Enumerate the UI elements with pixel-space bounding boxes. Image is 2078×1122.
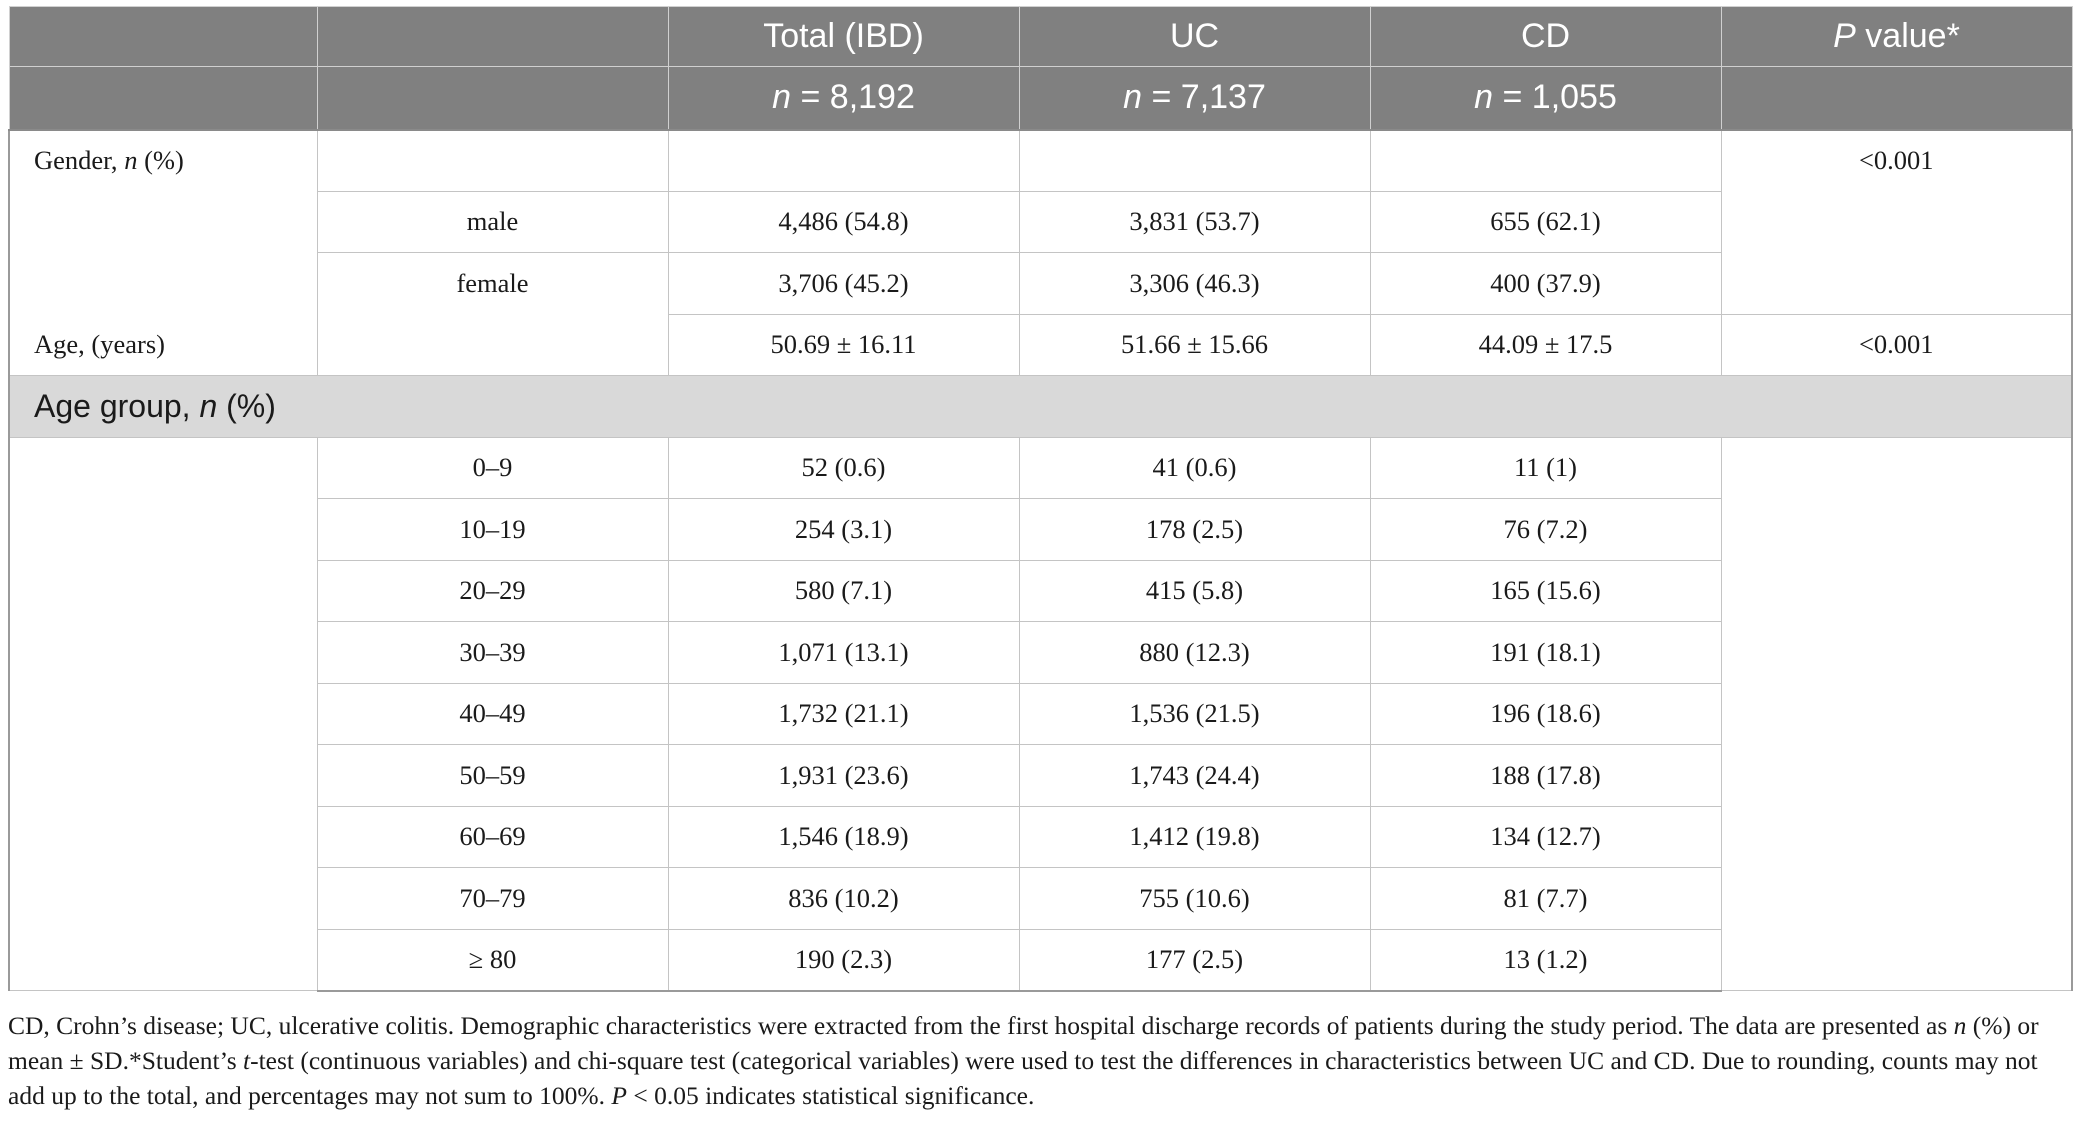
age-group-cd-1: 76 (7.2): [1370, 499, 1721, 561]
header-cell-empty-5: [1721, 67, 2072, 130]
age-group-cd-7: 81 (7.7): [1370, 868, 1721, 930]
age-group-cd-5: 188 (17.8): [1370, 745, 1721, 807]
table-cell: [1019, 130, 1370, 192]
gender-female-total: 3,706 (45.2): [668, 253, 1019, 315]
age-group-label-1: 10–19: [317, 499, 668, 561]
header-cell-empty-2: [317, 7, 668, 67]
age-group-label: Age group, n (%): [9, 376, 2072, 438]
table-cell: [9, 437, 317, 991]
gender-label: Gender, n (%): [9, 130, 317, 315]
age-group-total-5: 1,931 (23.6): [668, 745, 1019, 807]
header-n-total: n = 8,192: [668, 67, 1019, 130]
table-row: [9, 130, 2072, 192]
table-cell: [317, 314, 668, 376]
age-group-total-0: 52 (0.6): [668, 437, 1019, 499]
age-group-total-3: 1,071 (13.1): [668, 622, 1019, 684]
age-group-uc-5: 1,743 (24.4): [1019, 745, 1370, 807]
age-group-cd-0: 11 (1): [1370, 437, 1721, 499]
header-total-ibd: Total (IBD): [668, 7, 1019, 67]
age-group-cd-4: 196 (18.6): [1370, 683, 1721, 745]
table-cell: [317, 130, 668, 192]
age-total: 50.69 ± 16.11: [668, 314, 1019, 376]
gender-female-cd: 400 (37.9): [1370, 253, 1721, 315]
header-cell-empty-1: [9, 7, 317, 67]
gender-female-uc: 3,306 (46.3): [1019, 253, 1370, 315]
age-group-uc-7: 755 (10.6): [1019, 868, 1370, 930]
header-cell-empty-4: [317, 67, 668, 130]
age-uc: 51.66 ± 15.66: [1019, 314, 1370, 376]
table-row: [9, 437, 2072, 499]
age-group-cd-3: 191 (18.1): [1370, 622, 1721, 684]
header-uc: UC: [1019, 7, 1370, 67]
age-group-uc-2: 415 (5.8): [1019, 560, 1370, 622]
gender-p-value: <0.001: [1721, 130, 2072, 315]
age-group-uc-6: 1,412 (19.8): [1019, 806, 1370, 868]
age-group-uc-0: 41 (0.6): [1019, 437, 1370, 499]
age-group-label-4: 40–49: [317, 683, 668, 745]
age-group-label-0: 0–9: [317, 437, 668, 499]
age-group-cd-2: 165 (15.6): [1370, 560, 1721, 622]
age-group-total-2: 580 (7.1): [668, 560, 1019, 622]
header-row-2: [9, 67, 2072, 130]
age-group-cd-6: 134 (12.7): [1370, 806, 1721, 868]
age-group-label-8: ≥ 80: [317, 929, 668, 991]
age-group-uc-8: 177 (2.5): [1019, 929, 1370, 991]
header-cd: CD: [1370, 7, 1721, 67]
age-group-total-7: 836 (10.2): [668, 868, 1019, 930]
table-body: [9, 130, 2072, 991]
age-group-uc-4: 1,536 (21.5): [1019, 683, 1370, 745]
age-group-total-6: 1,546 (18.9): [668, 806, 1019, 868]
age-group-label-7: 70–79: [317, 868, 668, 930]
header-p-value: P value*: [1721, 7, 2072, 67]
age-group-label-2: 20–29: [317, 560, 668, 622]
header-row-1: [9, 7, 2072, 67]
header-n-cd: n = 1,055: [1370, 67, 1721, 130]
age-group-uc-1: 178 (2.5): [1019, 499, 1370, 561]
age-cd: 44.09 ± 17.5: [1370, 314, 1721, 376]
age-group-label-3: 30–39: [317, 622, 668, 684]
gender-male-uc: 3,831 (53.7): [1019, 191, 1370, 253]
age-group-total-1: 254 (3.1): [668, 499, 1019, 561]
header-n-uc: n = 7,137: [1019, 67, 1370, 130]
demographics-table: [8, 6, 2073, 992]
age-group-label-5: 50–59: [317, 745, 668, 807]
gender-male-label: male: [317, 191, 668, 253]
age-label: Age, (years): [9, 314, 317, 376]
age-group-total-8: 190 (2.3): [668, 929, 1019, 991]
age-group-total-4: 1,732 (21.1): [668, 683, 1019, 745]
table-cell: [668, 130, 1019, 192]
footnote-text: CD, Crohn’s disease; UC, ulcerative colitis. Demographic characteristics were extracted from the first hospital discharge records of patients during the study period. The data are presented as n (%) or mean ± SD.*Student’s t-test (continuous variables) and chi-square test (categorical variables) were used to test the differences in characteristics between UC and CD. Due to rounding, counts may not add up to the total, and percentages may not sum to 100%. P < 0.05 indicates statistical significance.: [8, 1011, 2039, 1110]
table-cell: [1370, 130, 1721, 192]
gender-male-cd: 655 (62.1): [1370, 191, 1721, 253]
table-header: [9, 7, 2072, 130]
age-group-cd-8: 13 (1.2): [1370, 929, 1721, 991]
table-row: [9, 376, 2072, 438]
header-cell-empty-3: [9, 67, 317, 130]
table-cell: [1721, 437, 2072, 991]
gender-male-total: 4,486 (54.8): [668, 191, 1019, 253]
gender-female-label: female: [317, 253, 668, 315]
age-p-value: <0.001: [1721, 314, 2072, 376]
table-row: [9, 314, 2072, 376]
table-footnote: [8, 1008, 2068, 1113]
age-group-uc-3: 880 (12.3): [1019, 622, 1370, 684]
age-group-label-6: 60–69: [317, 806, 668, 868]
